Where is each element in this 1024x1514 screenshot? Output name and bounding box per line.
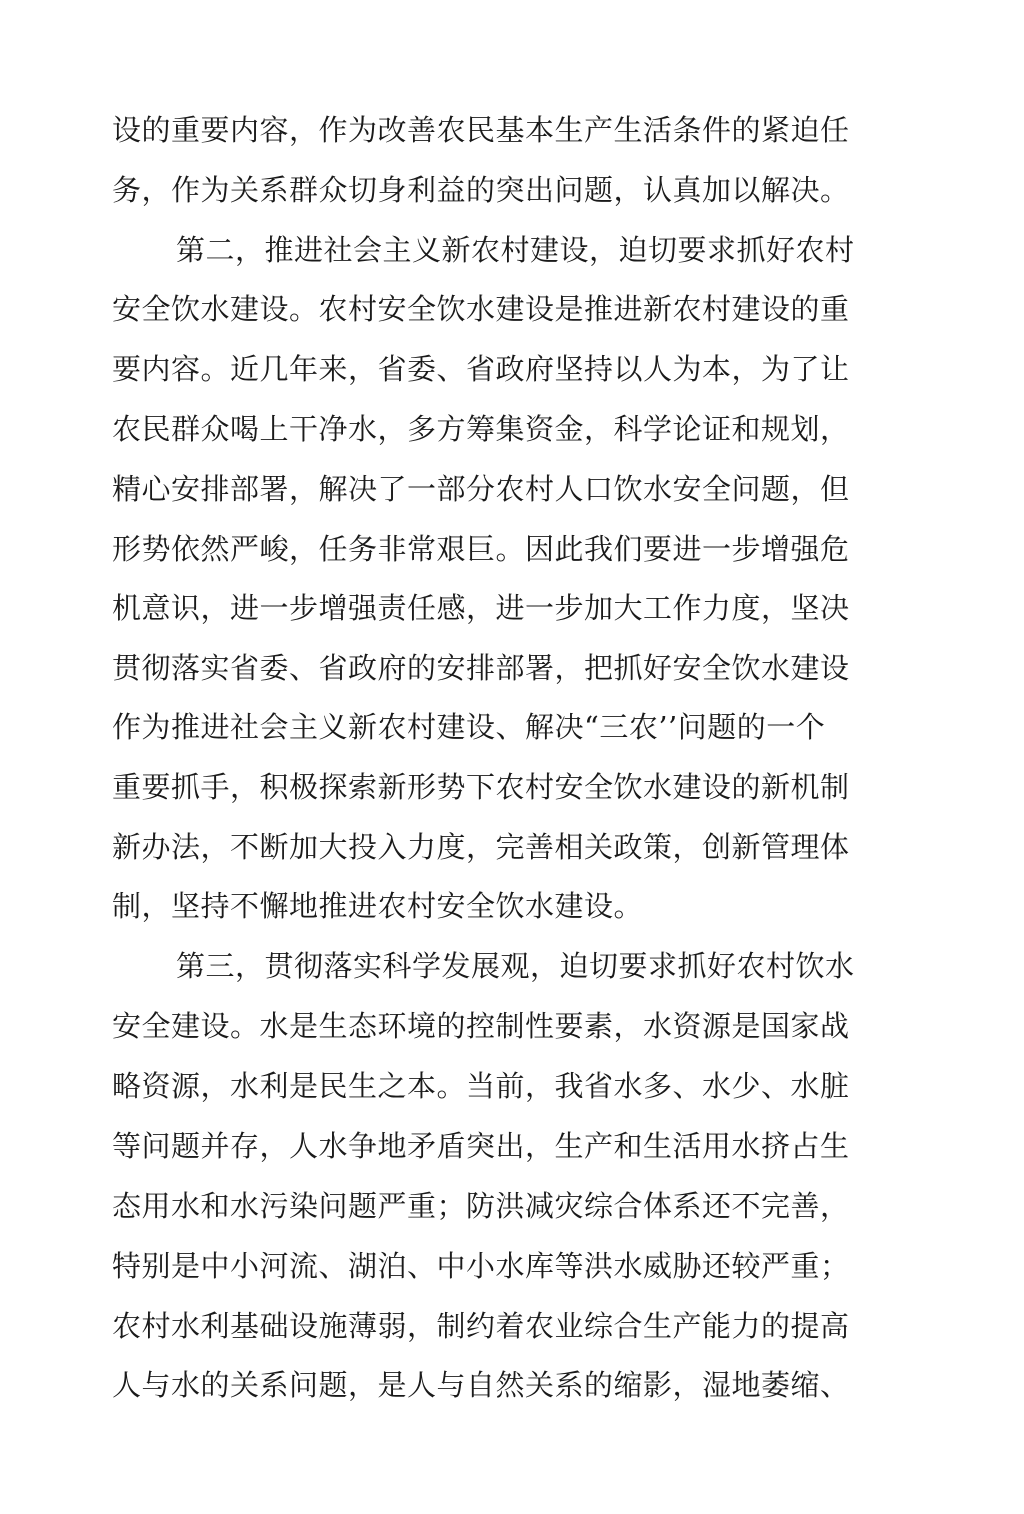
text-line-6: 农民群众喝上干净水，多方筹集资金，科学论证和规划， — [112, 412, 850, 446]
paragraph-three-first-line: 第三，贯彻落实科学发展观，迫切要求抓好农村饮水 — [176, 949, 855, 983]
text-line-16: 安全建设。水是生态环境的控制性要素，水资源是国家战 — [112, 1009, 850, 1043]
text-line-5: 要内容。近几年来，省委、省政府坚持以人为本，为了让 — [112, 352, 850, 386]
text-line-13: 新办法，不断加大投入力度，完善相关政策，创新管理体 — [112, 830, 850, 864]
text-line-2: 务，作为关系群众切身利益的突出问题，认真加以解决。 — [112, 173, 850, 207]
text-line-10: 贯彻落实省委、省政府的安排部署，把抓好安全饮水建设 — [112, 651, 850, 685]
text-line-11: 作为推进社会主义新农村建设、解决“三农’’问题的一个 — [112, 710, 826, 744]
text-line-20: 特别是中小河流、湖泊、中小水库等洪水威胁还较严重； — [112, 1249, 850, 1283]
text-line-4: 安全饮水建设。农村安全饮水建设是推进新农村建设的重 — [112, 292, 850, 326]
text-line-12: 重要抓手，积极探索新形势下农村安全饮水建设的新机制 — [112, 770, 850, 804]
text-line-22: 人与水的关系问题，是人与自然关系的缩影，湿地萎缩、 — [112, 1368, 850, 1402]
text-line-7: 精心安排部署，解决了一部分农村人口饮水安全问题，但 — [112, 472, 850, 506]
text-line-8: 形势依然严峻，任务非常艰巨。因此我们要进一步增强危 — [112, 532, 850, 566]
text-line-1: 设的重要内容，作为改善农民基本生产生活条件的紧迫任 — [112, 113, 850, 147]
text-line-21: 农村水利基础设施薄弱，制约着农业综合生产能力的提高 — [112, 1309, 850, 1343]
text-line-18: 等问题并存，人水争地矛盾突出，生产和生活用水挤占生 — [112, 1129, 850, 1163]
paragraph-two-first-line: 第二，推进社会主义新农村建设，迫切要求抓好农村 — [176, 233, 855, 267]
text-line-14: 制，坚持不懈地推进农村安全饮水建设。 — [112, 889, 644, 923]
text-line-17: 略资源，水利是民生之本。当前，我省水多、水少、水脏 — [112, 1069, 850, 1103]
text-line-9: 机意识，进一步增强责任感，进一步加大工作力度，坚决 — [112, 591, 850, 625]
text-line-19: 态用水和水污染问题严重；防洪减灾综合体系还不完善， — [112, 1189, 850, 1223]
